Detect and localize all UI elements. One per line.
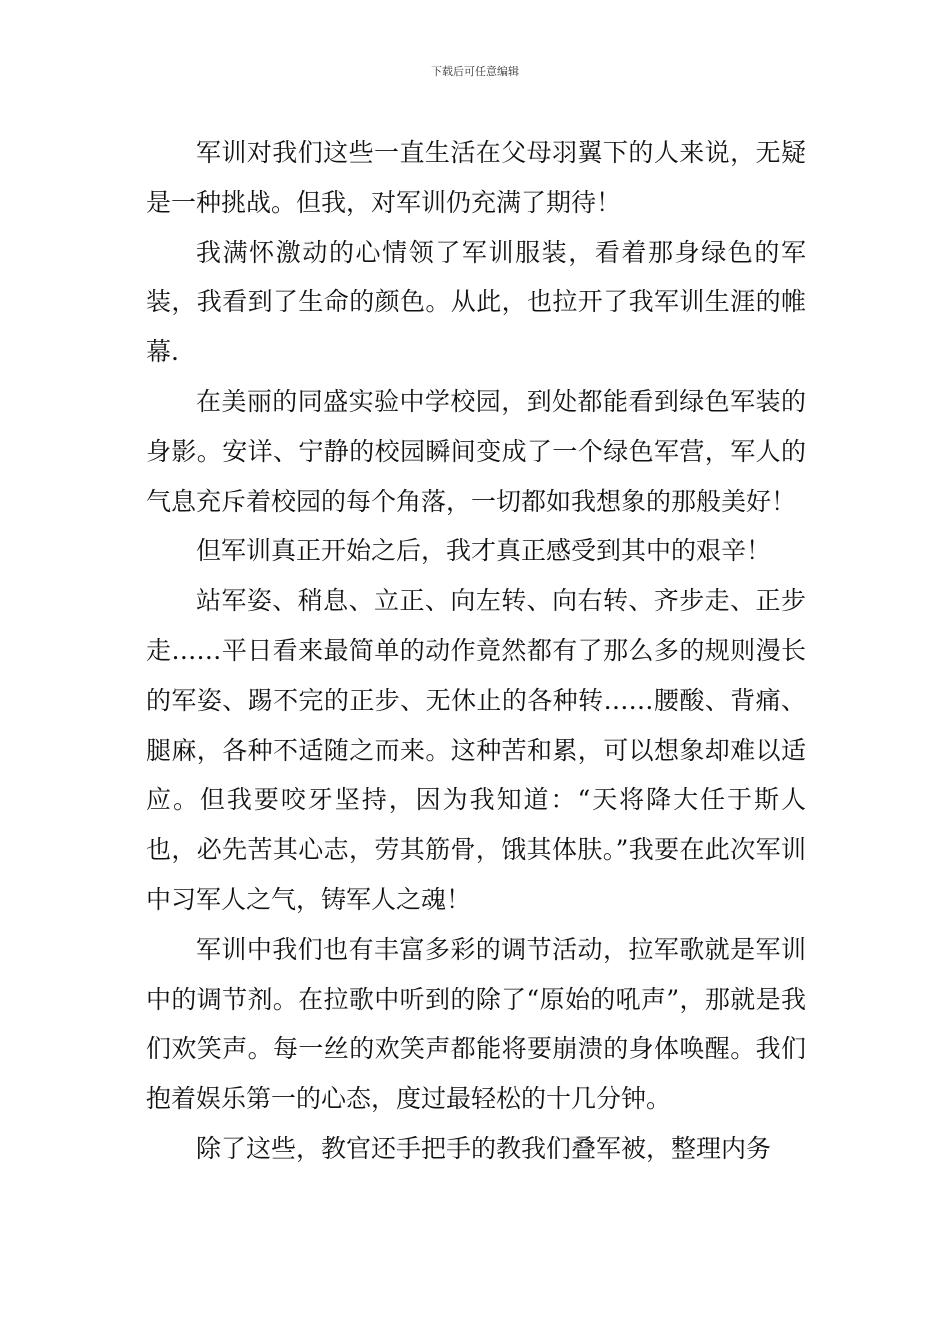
page-header: 下载后可任意编辑 — [431, 65, 519, 78]
document-body — [146, 128, 806, 1174]
paragraph: 我满怀激动的心情领了军训服装，看着那身绿色的军装，我看到了生命的颜色。从此，也拉开了我军训生涯的帷幕. — [146, 237, 806, 367]
paragraph: 除了这些，教官还手把手的教我们叠军被，整理内务 — [196, 1133, 772, 1163]
paragraph: 军训对我们这些一直生活在父母羽翼下的人来说，无疑是一种挑战。但我，对军训仍充满了期待！ — [146, 138, 806, 217]
paragraph: 但军训真正开始之后，我才真正感受到其中的艰辛！ — [196, 536, 772, 566]
paragraph: 站军姿、稍息、立正、向左转、向右转、齐步走、正步走……平日看来最简单的动作竟然都有了那么多的规则漫长的军姿、踢不完的正步、无休止的各种转……腰酸、背痛、腿麻，各种不适随之而来。这种苦和累，可以想象却难以适应。但我要咬牙坚持，因为我知道：“天将降大任于斯人也，必先苦其心志，劳其筋骨，饿其体肤。”我要在此次军训中习军人之气，铸军人之魂！ — [146, 586, 806, 914]
paragraph: 在美丽的同盛实验中学校园，到处都能看到绿色军装的身影。安详、宁静的校园瞬间变成了一个绿色军营，军人的气息充斥着校园的每个角落，一切都如我想象的那般美好！ — [146, 386, 806, 516]
paragraph: 军训中我们也有丰富多彩的调节活动，拉军歌就是军训中的调节剂。在拉歌中听到的除了“原始的吼声”，那就是我们欢笑声。每一丝的欢笑声都能将要崩溃的身体唤醒。我们抱着娱乐第一的心态，度过最轻松的十几分钟。 — [146, 934, 806, 1114]
